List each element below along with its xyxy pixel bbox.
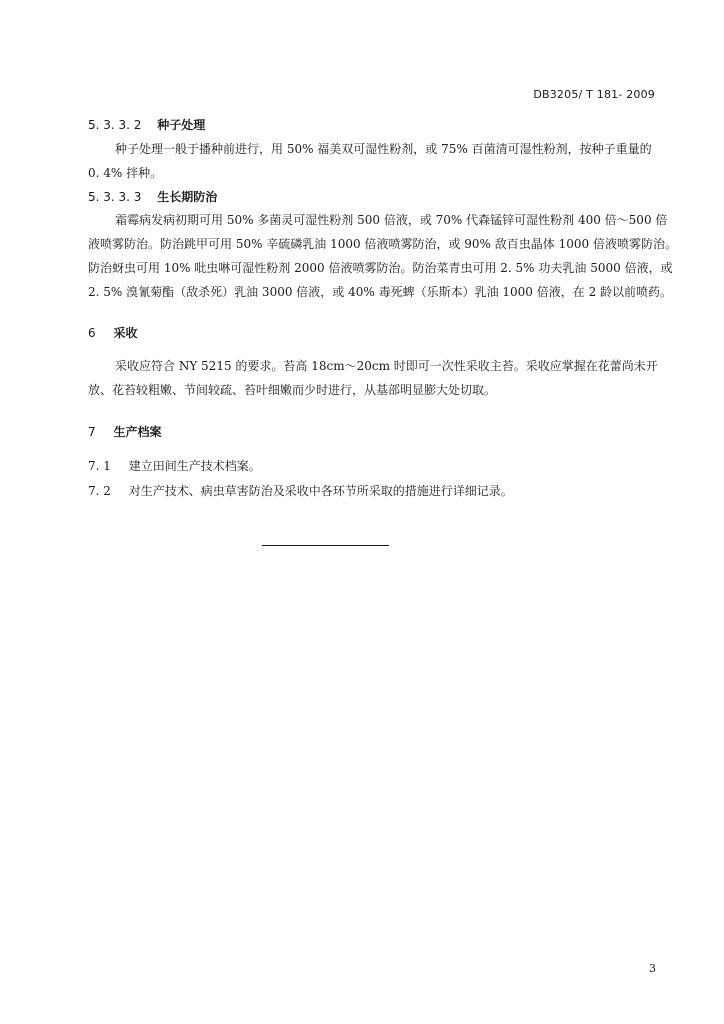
- section-title: 生长期防治: [157, 190, 218, 204]
- section-title: 种子处理: [157, 118, 206, 132]
- section-number: 6: [88, 326, 96, 340]
- section-number: 5. 3. 3. 2: [88, 118, 142, 132]
- list-item: [88, 482, 513, 499]
- item-text: 建立田间生产技术档案。: [128, 459, 261, 473]
- paragraph-line: 采收应符合 NY 5215 的要求。苔高 18cm～20cm 时即可一次性采收主苔。采收应掌握在花蕾尚未开: [115, 359, 658, 373]
- paragraph-line: 液喷雾防治。防治跳甲可用 50% 辛硫磷乳油 1000 倍液喷雾防治，或 90% 敌百虫晶体 1000 倍液喷雾防治。: [88, 237, 677, 251]
- item-number: 7. 1: [88, 459, 111, 473]
- paragraph-line: 0. 4% 拌种。: [88, 166, 163, 180]
- paragraph-line: 霜霉病发病初期可用 50% 多菌灵可湿性粉剂 500 倍液，或 70% 代森锰锌可湿性粉剂 400 倍～500 倍: [115, 213, 668, 227]
- page-number: 3: [649, 962, 656, 975]
- end-rule: [262, 545, 389, 546]
- section-number: 5. 3. 3. 3: [88, 190, 142, 204]
- paragraph-line: 放、花苔较粗嫩、节间较疏、苔叶细嫩而少时进行，从基部明显膨大处切取。: [88, 383, 497, 397]
- section-title: 生产档案: [113, 425, 162, 439]
- section-7-heading: [88, 423, 161, 440]
- paragraph-line: 防治蚜虫可用 10% 吡虫啉可湿性粉剂 2000 倍液喷雾防治。防治菜青虫可用 2. 5% 功夫乳油 5000 倍液，或: [88, 261, 673, 275]
- section-number: 7: [88, 425, 96, 439]
- section-5-3-3-3-heading: [88, 188, 217, 205]
- item-text: 对生产技术、病虫草害防治及采收中各环节所采取的措施进行详细记录。: [128, 484, 513, 498]
- list-item: [88, 457, 261, 474]
- paragraph-line: 种子处理一般于播种前进行，用 50% 福美双可湿性粉剂，或 75% 百菌清可湿性粉剂，按种子重量的: [115, 142, 652, 156]
- item-number: 7. 2: [88, 484, 111, 498]
- section-title: 采收: [113, 326, 138, 340]
- standard-number: DB3205/ T 181- 2009: [533, 88, 655, 101]
- section-6-heading: [88, 324, 137, 341]
- section-5-3-3-2-heading: [88, 116, 205, 133]
- paragraph-line: 2. 5% 溴氰菊酯（敌杀死）乳油 3000 倍液，或 40% 毒死蜱（乐斯本）乳油 1000 倍液，在 2 龄以前喷药。: [88, 285, 673, 299]
